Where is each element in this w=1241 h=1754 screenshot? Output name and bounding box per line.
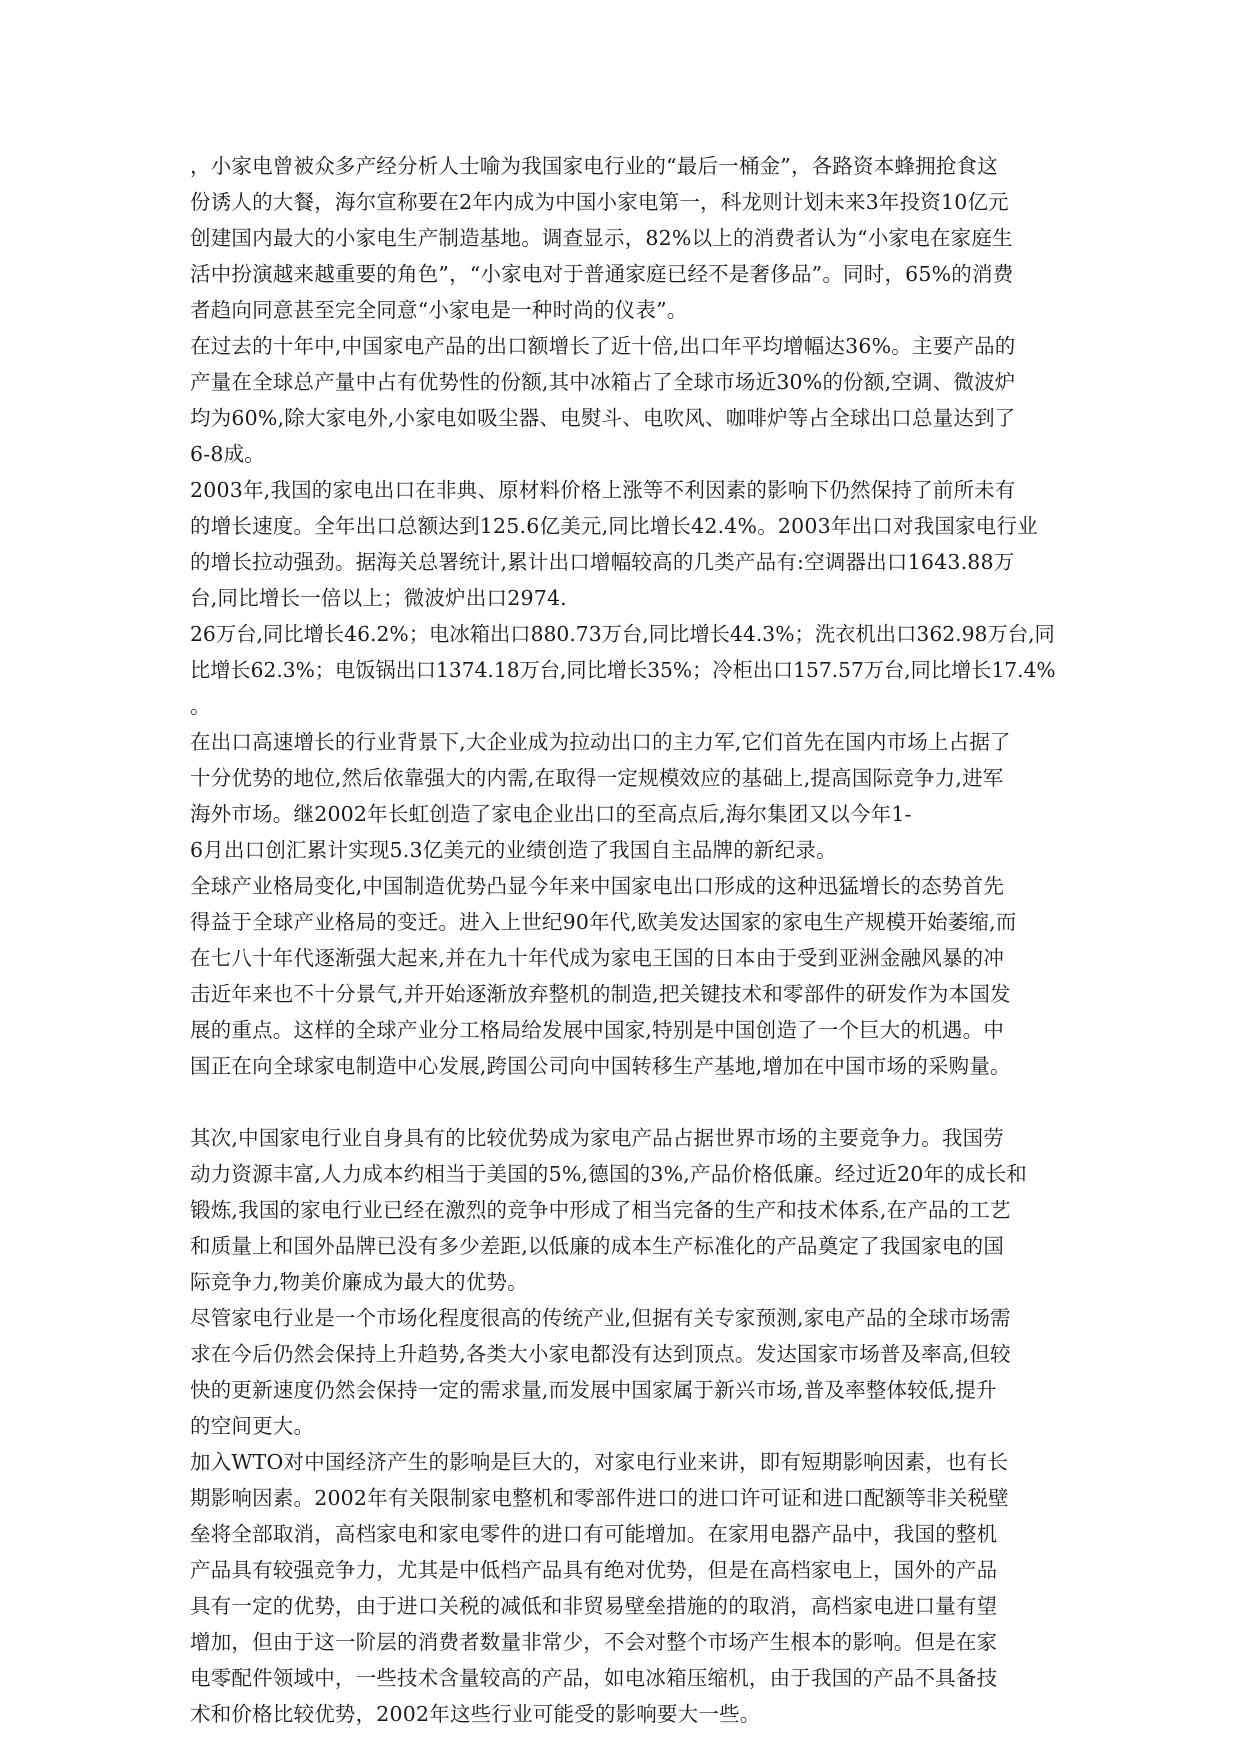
text-line: 垒将全部取消，高档家电和家电零件的进口有可能增加。在家用电器产品中，我国的整机 <box>190 1522 998 1546</box>
text-line: 其次,中国家电行业自身具有的比较优势成为家电产品占据世界市场的主要竞争力。我国劳 <box>190 1126 1005 1150</box>
text-line: 在过去的十年中,中国家电产品的出口额增长了近十倍,出口年平均增幅达36%。主要产品的 <box>190 334 1016 358</box>
text-line: 海外市场。继2002年长虹创造了家电企业出口的至高点后,海尔集团又以今年1- <box>190 802 912 826</box>
text-line: 际竞争力,物美价廉成为最大的优势。 <box>190 1270 528 1294</box>
text-line: 快的更新速度仍然会保持一定的需求量,而发展中国家属于新兴市场,普及率整体较低,提升 <box>190 1378 997 1402</box>
text-line: 国正在向全球家电制造中心发展,跨国公司向中国转移生产基地,增加在中国市场的采购量。 <box>190 1054 1011 1078</box>
text-line: 击近年来也不十分景气,并开始逐渐放弃整机的制造,把关键技术和零部件的研发作为本国发 <box>190 982 1011 1006</box>
text-line: 全球产业格局变化,中国制造优势凸显今年来中国家电出口形成的这种迅猛增长的态势首先 <box>190 874 1005 898</box>
text-line: 展的重点。这样的全球产业分工格局给发展中国家,特别是中国创造了一个巨大的机遇。中 <box>190 1018 1005 1042</box>
text-line: 期影响因素。2002年有关限制家电整机和零部件进口的进口许可证和进口配额等非关税壁 <box>190 1486 1009 1510</box>
text-line: 创建国内最大的小家电生产制造基地。调查显示，82%以上的消费者认为“小家电在家庭生 <box>190 226 1013 250</box>
text-line: 动力资源丰富,人力成本约相当于美国的5%,德国的3%,产品价格低廉。经过近20年的成长和 <box>190 1162 1027 1186</box>
text-line: 者趋向同意甚至完全同意“小家电是一种时尚的仪表”。 <box>190 298 688 322</box>
text-line: 和质量上和国外品牌已没有多少差距,以低廉的成本生产标准化的产品奠定了我国家电的国 <box>190 1234 1005 1258</box>
text-line: 6-8成。 <box>190 442 266 466</box>
text-line: 6月出口创汇累计实现5.3亿美元的业绩创造了我国自主品牌的新纪录。 <box>190 838 837 862</box>
text-line: 尽管家电行业是一个市场化程度很高的传统产业,但据有关专家预测,家电产品的全球市场需 <box>190 1306 1011 1330</box>
blank-line <box>190 1084 1060 1120</box>
text-line: 在出口高速增长的行业背景下,大企业成为拉动出口的主力军,它们首先在国内市场上占据了 <box>190 730 1011 754</box>
text-line: 均为60%,除大家电外,小家电如吸尘器、电熨斗、电吹风、咖啡炉等占全球出口总量达到了 <box>190 406 1016 430</box>
text-line: 锻炼,我国的家电行业已经在激烈的竞争中形成了相当完备的生产和技术体系,在产品的工艺 <box>190 1198 1011 1222</box>
text-line: 得益于全球产业格局的变迁。进入上世纪90年代,欧美发达国家的家电生产规模开始萎缩,而 <box>190 910 1017 934</box>
text-line: 产品具有较强竞争力，尤其是中低档产品具有绝对优势，但是在高档家电上，国外的产品 <box>190 1558 998 1582</box>
text-line: 术和价格比较优势，2002年这些行业可能受的影响要大一些。 <box>190 1702 761 1726</box>
text-line: 具有一定的优势，由于进口关税的减低和非贸易壁垒措施的的取消，高档家电进口量有望 <box>190 1594 998 1618</box>
text-line: 台,同比增长一倍以上；微波炉出口2974. <box>190 586 567 610</box>
text-line: 电零配件领域中，一些技术含量较高的产品，如电冰箱压缩机，由于我国的产品不具备技 <box>190 1666 998 1690</box>
text-line: 。 <box>190 694 211 718</box>
text-line: 十分优势的地位,然后依靠强大的内需,在取得一定规模效应的基础上,提高国际竞争力,进军 <box>190 766 1004 790</box>
text-line: 在七八十年代逐渐强大起来,并在九十年代成为家电王国的日本由于受到亚洲金融风暴的冲 <box>190 946 1005 970</box>
text-line: 份诱人的大餐，海尔宣称要在2年内成为中国小家电第一，科龙则计划未来3年投资10亿元 <box>190 190 1009 214</box>
text-line: 增加，但由于这一阶层的消费者数量非常少，不会对整个市场产生根本的影响。但是在家 <box>190 1630 998 1654</box>
text-line: 比增长62.3%；电饭锅出口1374.18万台,同比增长35%；冷柜出口157.57万台,同比增长17.4% <box>190 658 1056 682</box>
text-line: 2003年,我国的家电出口在非典、原材料价格上涨等不利因素的影响下仍然保持了前所未有 <box>190 478 1016 502</box>
text-line: 的空间更大。 <box>190 1414 315 1438</box>
text-line: 加入WTO对中国经济产生的影响是巨大的，对家电行业来讲，即有短期影响因素，也有长 <box>190 1450 1009 1474</box>
text-line: ，小家电曾被众多产经分析人士喻为我国家电行业的“最后一桶金”，各路资本蜂拥抢食这 <box>190 154 998 178</box>
text-line: 求在今后仍然会保持上升趋势,各类大小家电都没有达到顶点。发达国家市场普及率高,但较 <box>190 1342 1011 1366</box>
text-line: 活中扮演越来越重要的角色”，“小家电对于普通家庭已经不是奢侈品”。同时，65%的消费 <box>190 262 1014 286</box>
text-line: 26万台,同比增长46.2%；电冰箱出口880.73万台,同比增长44.3%；洗衣机出口362.98万台,同 <box>190 622 1055 646</box>
text-line: 产量在全球总产量中占有优势性的份额,其中冰箱占了全球市场近30%的份额,空调、微波炉 <box>190 370 1016 394</box>
text-line: 的增长拉动强劲。据海关总署统计,累计出口增幅较高的几类产品有:空调器出口1643.88万 <box>190 550 1015 574</box>
text-line: 的增长速度。全年出口总额达到125.6亿美元,同比增长42.4%。2003年出口对我国家电行业 <box>190 514 1038 538</box>
document-body <box>190 148 1060 1732</box>
